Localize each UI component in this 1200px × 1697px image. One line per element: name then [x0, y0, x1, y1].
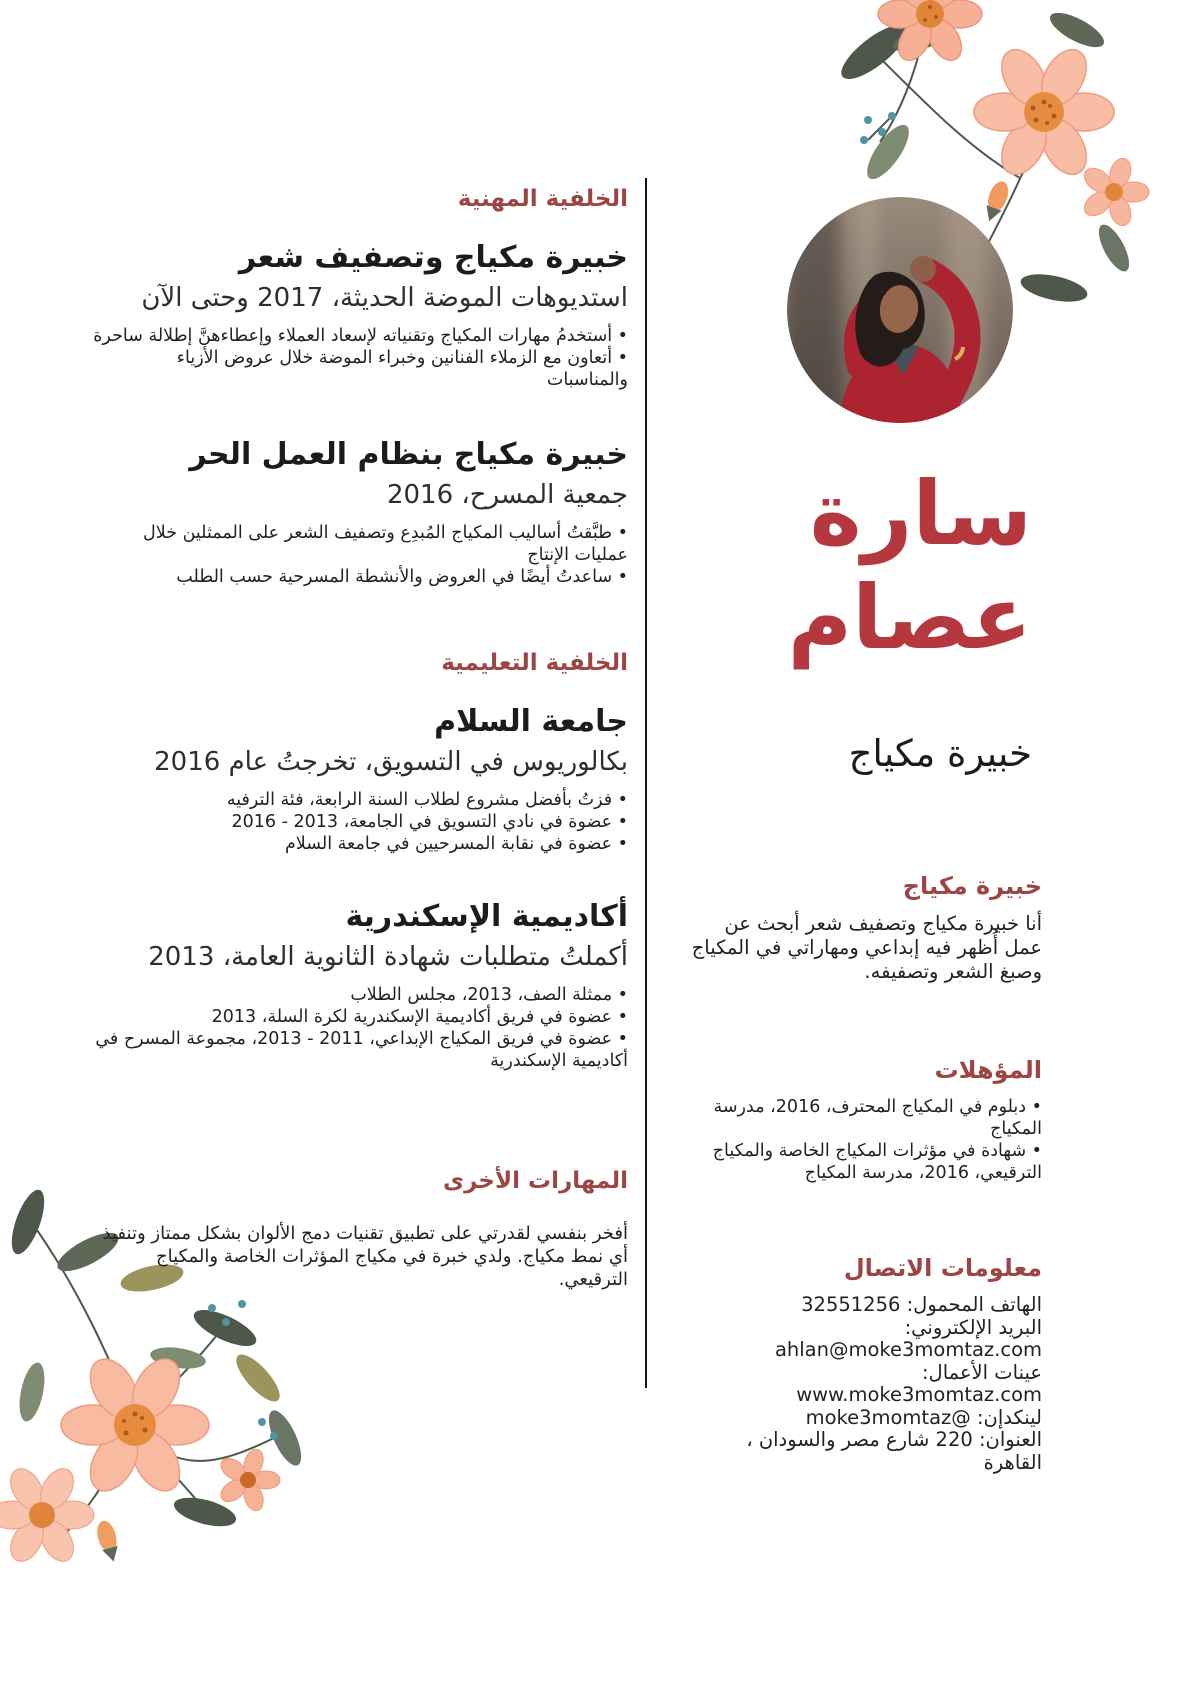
- education-bullet: • ممثلة الصف، 2013، مجلس الطلاب: [92, 984, 628, 1006]
- experience-subtitle: جمعية المسرح، 2016: [386, 480, 628, 510]
- section-other-skills: [92, 1168, 628, 1291]
- education-title: أكاديمية الإسكندرية: [345, 899, 628, 934]
- experience-bullet: • طبَّقتُ أساليب المكياج المُبدِع وتصفيف الشعر على الممثلين خلال عمليات الإنتاج: [92, 522, 628, 566]
- education-heading: الخلفية التعليمية: [441, 650, 628, 676]
- education-bullet: • عضوة في نادي التسويق في الجامعة، 2013 - 2016: [92, 811, 628, 833]
- contact-phone: الهاتف المحمول: 32551256: [801, 1293, 1042, 1316]
- qualifications-heading: المؤهلات: [934, 1056, 1042, 1084]
- details-column: [92, 186, 628, 1291]
- section-education-background: [92, 650, 628, 1072]
- education-bullet: • عضوة في فريق أكاديمية الإسكندرية لكرة السلة، 2013: [92, 1006, 628, 1028]
- experience-title: خبيرة مكياج وتصفيف شعر: [238, 240, 628, 275]
- experience-entry: [92, 240, 628, 391]
- education-entry: [92, 704, 628, 855]
- education-bullet: • فزتُ بأفضل مشروع لطلاب السنة الرابعة، فئة الترفيه: [92, 789, 628, 811]
- section-contact: [682, 1254, 1042, 1474]
- name-line-1: سارة: [809, 462, 1032, 565]
- section-about: [682, 872, 1042, 984]
- education-subtitle: بكالوريوس في التسويق، تخرجتُ عام 2016: [154, 747, 628, 777]
- experience-title: خبيرة مكياج بنظام العمل الحر: [189, 437, 628, 472]
- section-professional-background: [92, 186, 628, 588]
- name-line-2: عصام: [787, 565, 1032, 669]
- experience-bullet: • أستخدمُ مهارات المكياج وتقنياته لإسعاد العملاء وإعطاءهنَّ إطلالة ساحرة: [92, 325, 628, 347]
- education-entry: [92, 899, 628, 1072]
- qualification-item: • شهادة في مؤثرات المكياج الخاصة والمكياج الترقيعي، 2016، مدرسة المكياج: [682, 1140, 1042, 1184]
- about-text: أنا خبيرة مكياج وتصفيف شعر أبحث عن عمل أُظهر فيه إبداعي ومهاراتي في المكياج وصبغ الشعر وتصفيفه.: [691, 912, 1042, 983]
- contact-portfolio: عينات الأعمال: www.moke3momtaz.com: [796, 1360, 1042, 1406]
- person-role: خبيرة مكياج: [848, 732, 1032, 775]
- experience-bullet: • أتعاون مع الزملاء الفنانين وخبراء الموضة خلال عروض الأزياء والمناسبات: [92, 347, 628, 391]
- portrait-illustration: [787, 197, 1013, 423]
- education-bullet: • عضوة في فريق المكياج الإبداعي، 2011 - 2013، مجموعة المسرح في أكاديمية الإسكندرية: [92, 1028, 628, 1072]
- experience-subtitle: استديوهات الموضة الحديثة، 2017 وحتى الآن: [141, 283, 628, 313]
- section-qualifications: [682, 1056, 1042, 1184]
- education-bullet: • عضوة في نقابة المسرحيين في جامعة السلام: [92, 833, 628, 855]
- contact-email: البريد الإلكتروني: ahlan@moke3momtaz.com: [774, 1315, 1042, 1361]
- about-heading: خبيرة مكياج: [902, 872, 1042, 900]
- profile-photo: [787, 197, 1013, 423]
- summary-column: [682, 872, 1042, 1474]
- person-name: [788, 462, 1032, 670]
- education-title: جامعة السلام: [434, 704, 628, 739]
- professional-heading: الخلفية المهنية: [457, 186, 628, 212]
- column-divider: [645, 178, 647, 1388]
- contact-address: العنوان: 220 شارع مصر والسودان ، القاهرة: [746, 1428, 1042, 1474]
- experience-entry: [92, 437, 628, 588]
- education-subtitle: أكملتُ متطلبات شهادة الثانوية العامة، 2013: [148, 942, 628, 972]
- contact-heading: معلومات الاتصال: [843, 1254, 1042, 1282]
- experience-bullet: • ساعدتُ أيضًا في العروض والأنشطة المسرحية حسب الطلب: [92, 566, 628, 588]
- other-skills-heading: المهارات الأخرى: [443, 1168, 628, 1194]
- qualification-item: • دبلوم في المكياج المحترف، 2016، مدرسة المكياج: [682, 1096, 1042, 1140]
- contact-linkedin: لينكدإن: @moke3momtaz: [805, 1405, 1042, 1429]
- other-skills-text: أفخر بنفسي لقدرتي على تطبيق تقنيات دمج الألوان بشكل ممتاز وتنفيذ أي نمط مكياج. ولدي خبرة في مكياج المؤثرات الخاصة والمكياج الترقيعي.: [102, 1223, 628, 1290]
